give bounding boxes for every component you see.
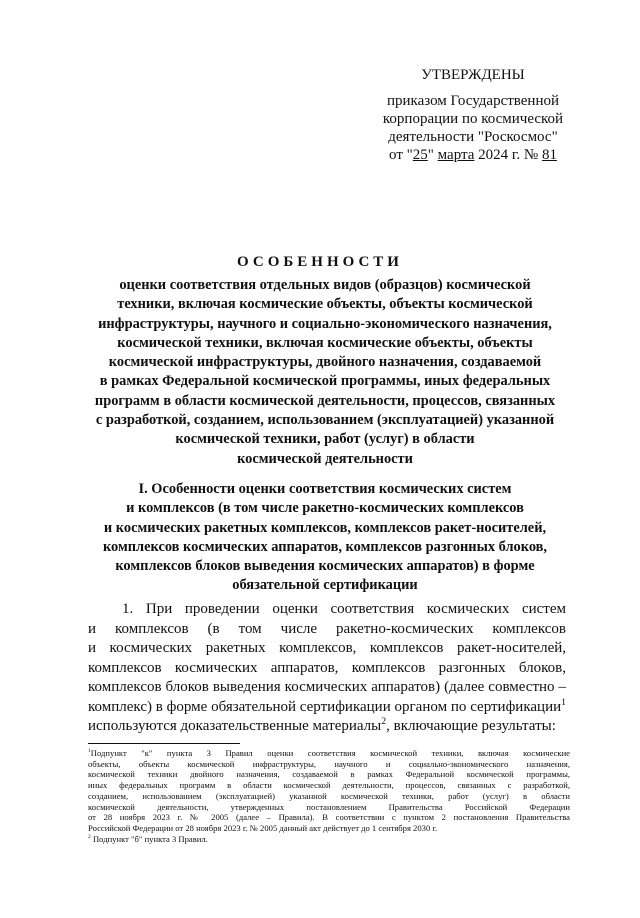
paragraph-line: комплексов блоков выведения космических аппаратов) (далее совместно – (88, 679, 566, 695)
date-month: марта (437, 147, 475, 163)
approval-line-2: корпорации по космической (382, 111, 564, 127)
approval-line-1: приказом Государственной (386, 93, 560, 109)
subtitle-line: космической деятельности (237, 450, 413, 467)
footnote-1-line (88, 748, 570, 759)
date-mid: " (427, 147, 438, 163)
approval-header: УТВЕРЖДЕНЫ (421, 67, 525, 83)
paragraph-line-text: , включающие результаты: (386, 718, 556, 734)
section-heading (80, 480, 570, 596)
section-heading-line: обязательной сертификации (232, 577, 418, 594)
subtitle-line: оценки соответствия отдельных видов (образцов) космической (119, 277, 531, 293)
subtitle-line: космической техники, работ (услуг) в области (175, 431, 475, 448)
footnote-text: Подпункт "к" пункта 3 Правил оценки соответствия космической техники, включая космические (90, 748, 570, 758)
footnotes (88, 748, 570, 844)
date-day: 25 (412, 147, 428, 163)
subtitle-line: техники, включая космические объекты, объекты космической (117, 296, 533, 313)
section-heading-line: и космических ракетных комплексов, комплексов ракет-носителей, (103, 519, 547, 536)
document-subtitle (80, 276, 570, 469)
subtitle-line: в рамках Федеральной космической программы, иных федеральных (99, 373, 551, 390)
paragraph-line (88, 698, 566, 718)
document-title: ОСОБЕННОСТИ (237, 254, 403, 270)
order-number: 81 (541, 147, 557, 163)
footnote-1-line: иных федеральных программ в области космической деятельности, процессов, связанных с разработкой, (88, 780, 570, 791)
footnote-1-line: космической техники двойного назначения, создаваемой в рамках Федеральной космической программы, (88, 769, 570, 780)
paragraph-line: и космических ракетных комплексов, комплексов ракет-носителей, (88, 640, 566, 656)
subtitle-line: космической техники, включая космические объекты, объекты (117, 334, 533, 351)
section-heading-line: и комплексов (в том числе ракетно-космических комплексов (126, 500, 524, 517)
footnote-ref-2: 2 (381, 716, 387, 727)
section-heading-line: I. Особенности оценки соответствия космических систем (138, 481, 512, 497)
section-heading-line: комплексов космических аппаратов, комплексов разгонных блоков, (102, 538, 548, 555)
footnote-ref-1: 1 (561, 696, 566, 708)
paragraph-1 (88, 600, 566, 737)
subtitle-line: космической инфраструктуры, двойного назначения, создаваемой (108, 354, 542, 371)
footnote-1-line: космической деятельности, утвержденных постановлением Правительства Российской Федерации (88, 801, 570, 812)
paragraph-line-text: используются доказательственные материалы (88, 718, 382, 734)
footnote-divider (88, 743, 240, 744)
section-heading-line: комплексов блоков выведения космических аппаратов) в форме (115, 558, 535, 575)
footnote-text: Подпункт "б" пункта 3 Правил. (92, 833, 208, 844)
footnote-2-marker: 2 (88, 833, 91, 840)
paragraph-line: и комплексов (в том числе ракетно-космических комплексов (88, 620, 566, 637)
paragraph-line-text: комплекс) в форме обязательной сертификации органом по сертификации (88, 698, 562, 715)
date-year: 2024 г. № (474, 147, 542, 163)
footnote-1-line: созданием, использованием (эксплуатацией) указанной космической техники, работ (услуг) в области (88, 790, 570, 801)
approval-date-line (368, 146, 578, 164)
footnote-1-marker: 1 (88, 748, 91, 755)
date-prefix: от " (389, 147, 413, 163)
footnote-1-line: от 28 ноября 2023 г. № 2005 (далее – Правила). В соответствии с пунктом 2 постановления Правительства (88, 812, 570, 823)
subtitle-line: инфраструктуры, научного и социально-экономического назначения, (98, 315, 552, 332)
paragraph-line (88, 717, 566, 737)
approval-line-3: деятельности "Роскосмос" (388, 129, 558, 145)
footnote-2-line (88, 834, 570, 845)
footnote-1-line: объекты, объекты космической инфраструктуры, научного и социально-экономического назначения, (88, 758, 570, 769)
subtitle-line: программ в области космической деятельности, процессов, связанных (94, 392, 556, 409)
paragraph-line: комплексов космических аппаратов, комплексов разгонных блоков, (88, 659, 566, 676)
paragraph-line: 1. При проведении оценки соответствия космических систем (122, 601, 566, 617)
subtitle-line: с разработкой, созданием, использованием (эксплуатацией) указанной (95, 412, 555, 429)
footnote-1-line: Российской Федерации от 28 ноября 2023 г. № 2005 данный акт действует до 1 сентября 2030 г. (88, 822, 438, 833)
